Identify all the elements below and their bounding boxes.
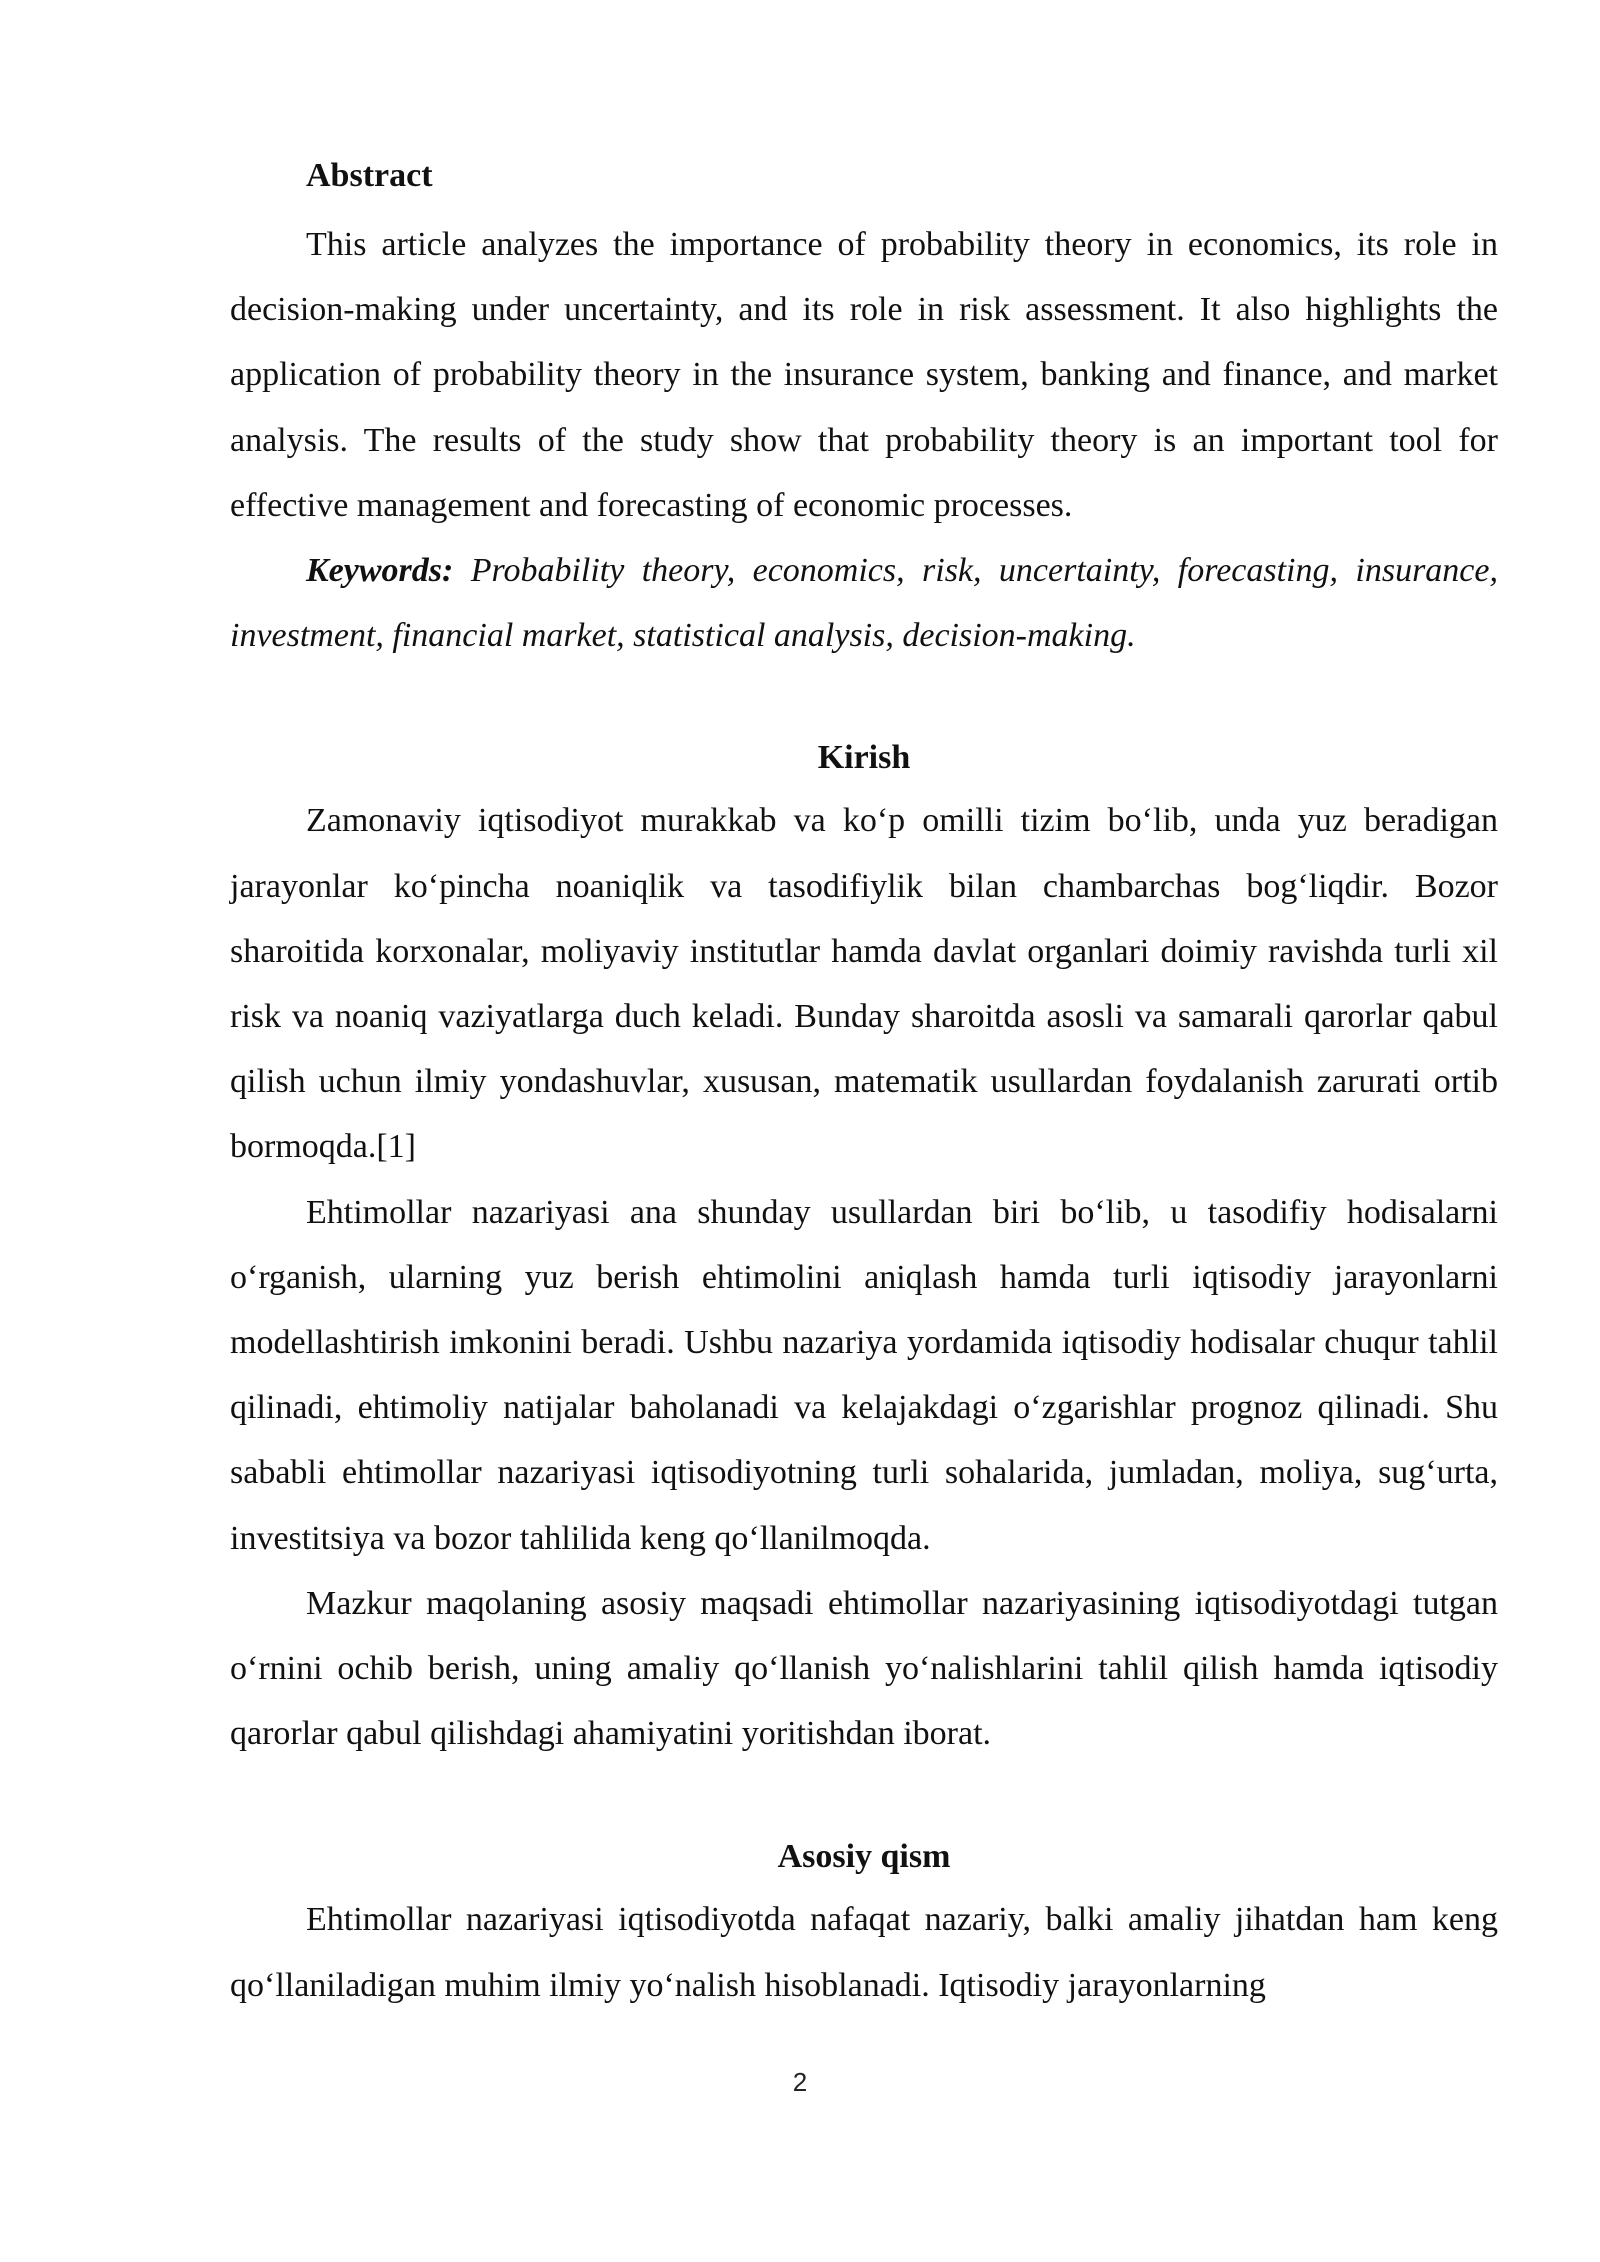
keywords-list: Probability theory, economics, risk, uncertainty, forecasting, insurance, investment, financial market, statistical analysis, decision-making. xyxy=(230,552,1498,655)
page-number: 2 xyxy=(792,2067,808,2097)
section-spacer xyxy=(230,668,1498,728)
section-spacer xyxy=(230,1766,1498,1827)
abstract-heading: Abstract xyxy=(306,157,433,194)
asosiy-paragraph-1: Ehtimollar nazariyasi iqtisodiyotda nafaqat nazariy, balki amaliy jihatdan ham keng qo‘llaniladigan muhim ilmiy yo‘nalish hisoblanadi. Iqtisodiy jarayonlarning xyxy=(230,1901,1498,2004)
abstract-paragraph: This article analyzes the importance of probability theory in economics, its role in decision-making under uncertainty, and its role in risk assessment. It also highlights the application of probability theory in the insurance system, banking and finance, and market analysis. The results of the study show that probability theory is an important tool for effective management and forecasting of economic processes. xyxy=(230,226,1498,524)
kirish-paragraph-3: Mazkur maqolaning asosiy maqsadi ehtimollar nazariyasining iqtisodiyotdagi tutgan o‘rnini ochib berish, uning amaliy qo‘llanish yo‘nalishlarini tahlil qilish hamda iqtisodiy qarorlar qabul qilishdagi ahamiyatini yoritishdan iborat. xyxy=(230,1584,1498,1753)
keywords-label: Keywords: xyxy=(306,552,454,590)
section-heading-kirish: Kirish xyxy=(817,739,911,777)
keywords-paragraph xyxy=(230,538,1498,668)
kirish-paragraph-1: Zamonaviy iqtisodiyot murakkab va ko‘p omilli tizim bo‘lib, unda yuz beradigan jarayonlar ko‘pincha noaniqlik va tasodifiylik bilan chambarchas bog‘liqdir. Bozor sharoitida korxonalar, moliyaviy institutlar hamda davlat organlari doimiy ravishda turli xil risk va noaniq vaziyatlarga duch keladi. Bunday sharoitda asosli va samarali qarorlar qabul qilish uchun ilmiy yondashuvlar, xususan, matematik usullardan foydalanish zarurati ortib bormoqda.[1] xyxy=(230,802,1498,1166)
section-heading-asosiy-qism: Asosiy qism xyxy=(777,1838,951,1876)
kirish-paragraph-2: Ehtimollar nazariyasi ana shunday usullardan biri bo‘lib, u tasodifiy hodisalarni o‘rganish, ularning yuz berish ehtimolini aniqlash hamda turli iqtisodiy jarayonlarni modellashtirish imkonini beradi. Ushbu nazariya yordamida iqtisodiy hodisalar chuqur tahlil qilinadi, ehtimoliy natijalar baholanadi va kelajakdagi o‘zgarishlar prognoz qilinadi. Shu sababli ehtimollar nazariyasi iqtisodiyotning turli sohalarida, jumladan, moliya, sug‘urta, investitsiya va bozor tahlilida keng qo‘llanilmoqda. xyxy=(230,1193,1498,1557)
page-content xyxy=(230,146,1498,2018)
